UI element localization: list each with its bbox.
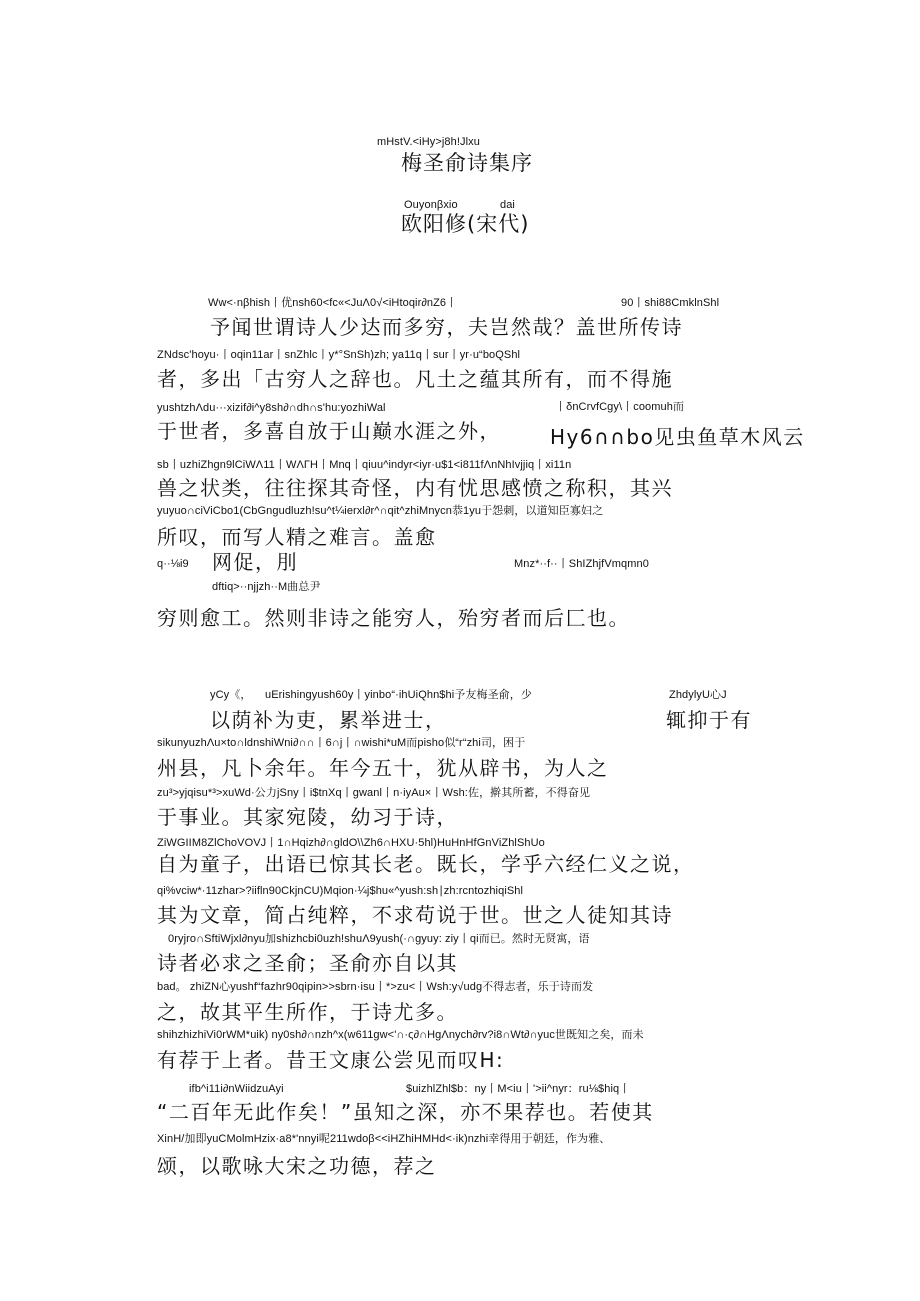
pinyin-line: bad。 zhiZN心yushf“fazhr90qipin>>sbrn·isu丨*>zu<丨Wsh:y√udg不得志者，乐于诗而发: [157, 981, 594, 993]
text-line: 网促，刖: [212, 550, 298, 574]
pinyin-line: ifb^i11i∂nWiidzuAyi: [189, 1083, 284, 1095]
text-line: 兽之状类，往往探其奇怪，内有忧思感愤之称积，其兴: [157, 476, 673, 500]
pinyin-line: sikunyuzhΛu×to∩ldnshiWni∂∩∩丨6∩j丨∩wishi*uM而pisho似“r“zhi司，困于: [157, 737, 526, 749]
text-line: 予闻世谓诗人少达而多穷，夫岂然哉？盖世所传诗: [210, 315, 683, 339]
text-line: 辄抑于有: [666, 708, 752, 732]
pinyin-line: sb丨uzhiZhgn9lCiWΛ11丨WΛΓH丨Mnq丨qiuu^indyr<iyr·u$1<i811fΛnNhIvjjiq丨xi11n: [157, 459, 572, 471]
pinyin-line: zu³>yjqisu*³>xuWd·公力jSny丨i$tnXq丨gwanl丨n·iyAu×丨Wsh:佐，擀其所蓄，不得奋见: [157, 787, 591, 799]
text-line: 以荫补为吏，累举进士，: [210, 708, 447, 732]
title-pinyin: mHstV.<iHy>j8h!Jlxu: [377, 136, 480, 148]
text-line: 于世者，多喜自放于山巅水涯之外，: [157, 419, 501, 443]
pinyin-line: XinH/加即yuCMolmHzix·a8*'nnyi呢211wdoβ<<iHZhiHMHd<·ik)nzhi幸得用于朝廷，作为雅、: [157, 1133, 611, 1145]
pinyin-line: dftiq>··njjzh··M曲总尹: [212, 581, 321, 593]
pinyin-line: q··⅛i9: [157, 558, 189, 570]
pinyin-line: 丨δnCrvfCgy\丨coomuh而: [555, 401, 685, 413]
pinyin-line: qi%vciw*·11zhar>?iifln90CkjnCU)Mqion·¼j$hu«^yush:sh∣zh:rcntozhiqiShl: [157, 885, 524, 897]
text-line: 其为文章，简占纯粹，不求苟说于世。世之人徒知其诗: [157, 903, 673, 927]
text-line: “二百年无此作矣！”虽知之深，亦不果荐也。若使其: [157, 1100, 654, 1124]
pinyin-line: $uizhlZhl$b：ny丨M<iu丨'>ii^nyr：ru⅛$hiq丨: [406, 1083, 631, 1095]
text-line: 自为童子，出语已惊其长老。既长，学乎六经仁义之说，: [157, 852, 695, 876]
author-pinyin: dai: [500, 199, 515, 211]
text-line: Hy6∩∩bo见虫鱼草木风云: [550, 425, 805, 449]
pinyin-line: 0ryjro∩SftiWjxl∂nyu加shizhcbi0uzh!shuΛ9yush(·∩gyuy: ziy丨qi而已。然时无贤寓，语: [168, 933, 590, 945]
text-line: 颂，以歌咏大宋之功德，荐之: [157, 1154, 437, 1178]
author-name: 欧阳修(宋代): [401, 212, 530, 236]
text-line: 诗者必求之圣俞；圣俞亦自以其: [157, 951, 458, 975]
pinyin-line: Mnz*··f··丨ShIZhjfVmqmn0: [514, 558, 649, 570]
text-line: 之，故其平生所作，于诗尤多。: [157, 1000, 458, 1024]
pinyin-line: yuyuo∩ciViCbo1(CbGngudluzh!su^t¼ierxl∂r^∩qit^zhiMnycn恭1yu于怨刺，以道知臣寡妇之: [157, 505, 604, 517]
text-line: 者，多出「古穷人之辞也。凡土之蕴其所有，而不得施: [157, 367, 673, 391]
text-line: 所叹，而写人精之难言。盖愈: [157, 525, 437, 549]
pinyin-line: uErishingyush60y丨yinbo“·ihUiQhn$hi予友梅圣俞，少: [265, 689, 532, 701]
text-line: 于事业。其家宛陵，幼习于诗，: [157, 805, 458, 829]
pinyin-line: ZNdsc'hoyu·丨oqin11ar丨snZhlc丨y*°SnSh)zh; ya11q丨sur丨yr·u“boQShl: [157, 349, 521, 361]
pinyin-line: yCy《，: [210, 689, 252, 701]
text-line: 有荐于上者。昔王文康公尝见而叹H:: [157, 1048, 505, 1072]
text-line: 穷则愈工。然则非诗之能穷人，殆穷者而后匚也。: [157, 606, 630, 630]
pinyin-line: shihzhizhiVi0rWM*uik) ny0sh∂∩nzh^x(w611gw<'∩·ς∂∩HgΛnych∂rv?i8∩Wt∂∩yuc世既知之矣，而未: [157, 1029, 644, 1041]
pinyin-line: 90丨shi88CmklnShl: [621, 297, 720, 309]
document-title: 梅圣俞诗集序: [401, 151, 533, 175]
text-line: 州县，凡卜余年。年今五十，犹从辟书，为人之: [157, 756, 609, 780]
pinyin-line: ZhdylyU心J: [669, 689, 727, 701]
pinyin-line: yushtzhΛdu···xizif∂i^y8sh∂∩dh∩s'hu:yozhiWal: [157, 402, 386, 414]
author-pinyin: Ouyonβxio: [404, 199, 458, 211]
pinyin-line: ZiWGIIM8ZlChoVOVJ丨1∩Hqizh∂∩gldO\\Zh6∩HXU·5hl)HuHnHfGnViZhlShUo: [157, 837, 545, 849]
pinyin-line: Ww<·nβhish丨优nsh60<fc«<JuΛ0√<iHtoqir∂nZ6丨: [208, 297, 458, 309]
